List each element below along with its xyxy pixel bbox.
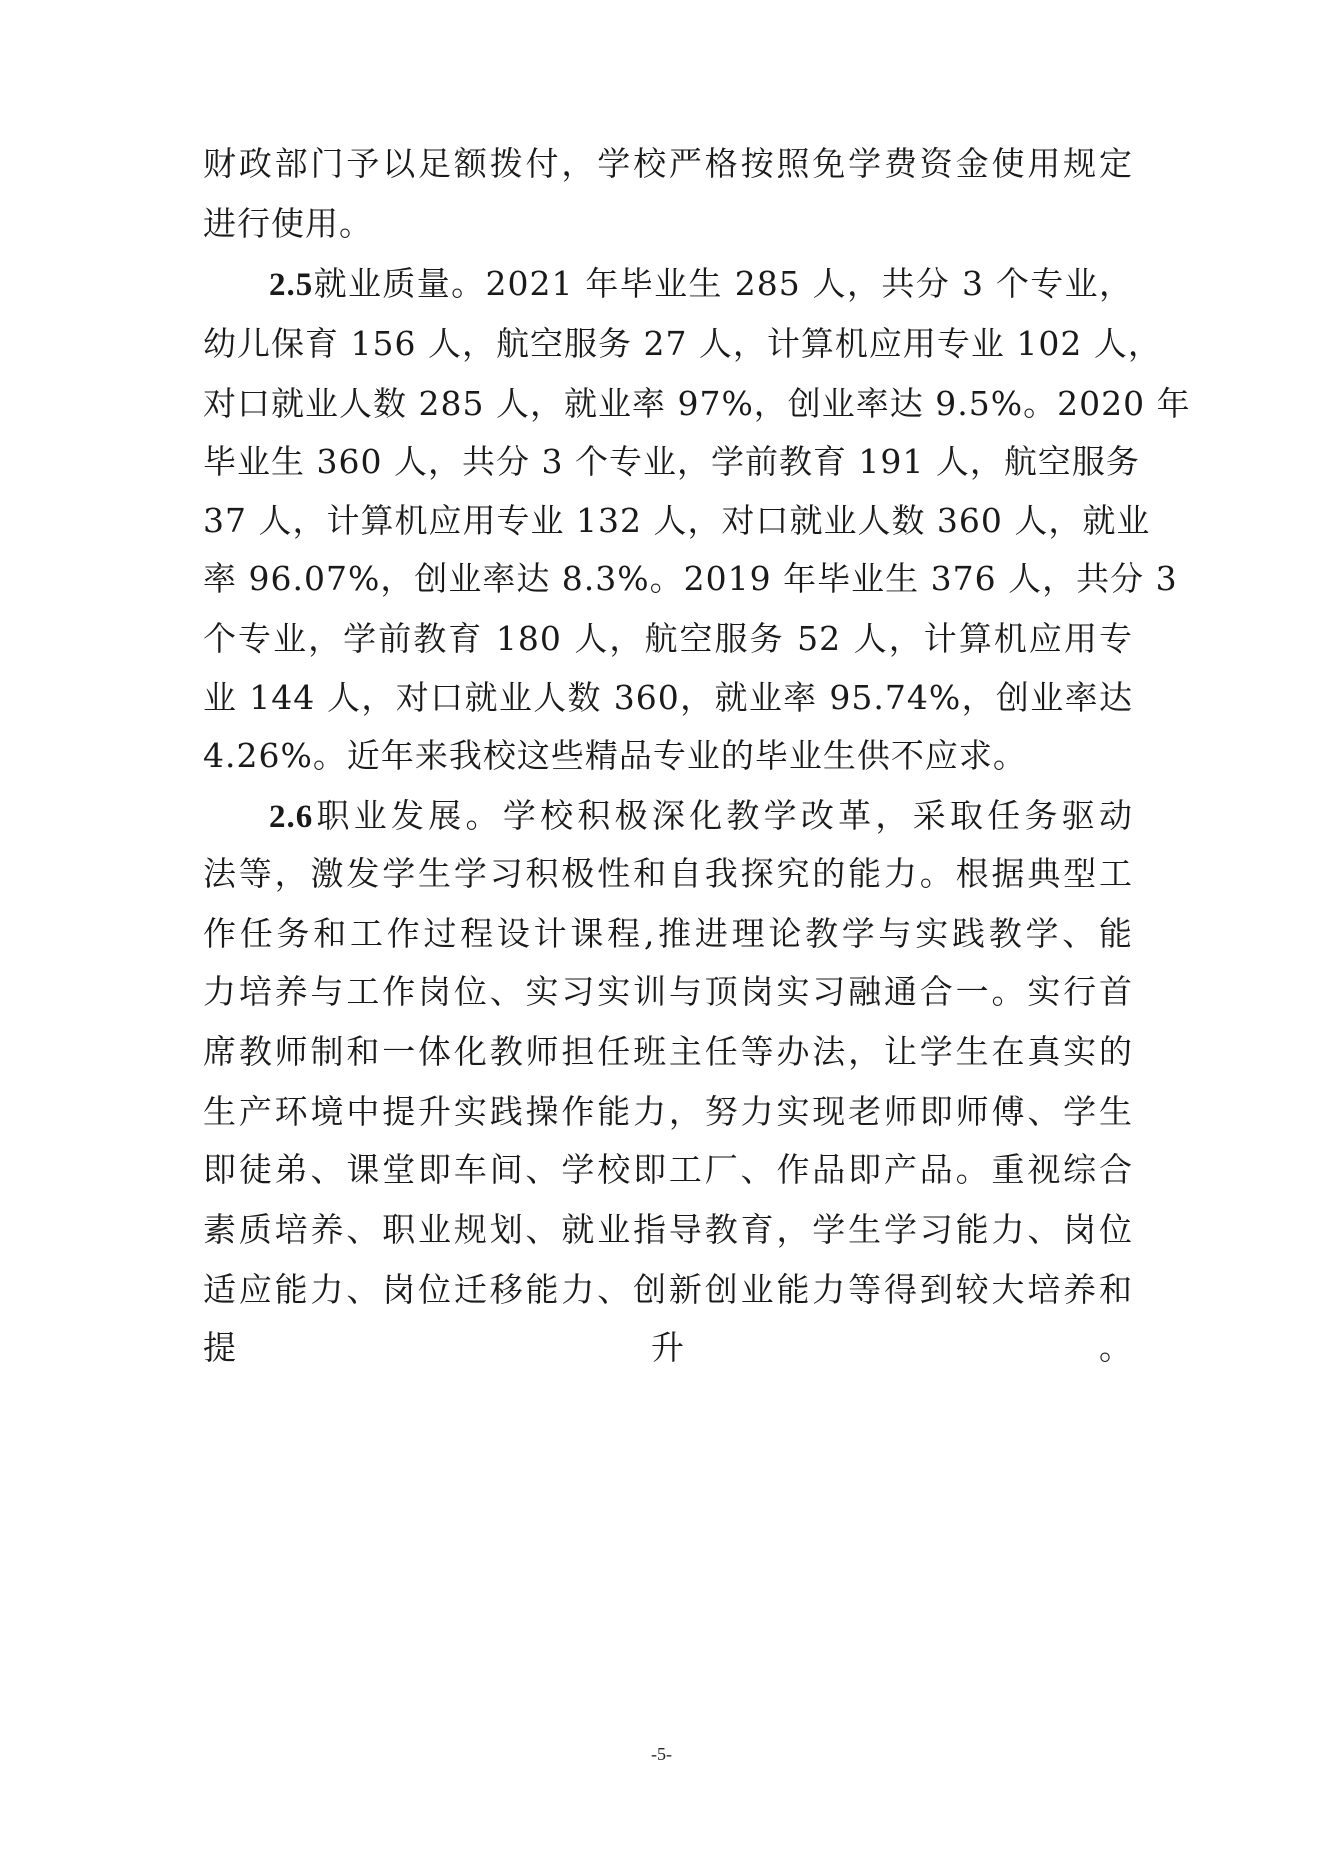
paragraph-line: 率 96.07%，创业率达 8.3%。2019 年毕业生 376 人，共分 3 bbox=[203, 559, 1178, 598]
paragraph-line: 提升。 bbox=[203, 1328, 1133, 1367]
paragraph-first-line bbox=[269, 794, 1133, 838]
paragraph-line: 生产环境中提升实践操作能力，努力实现老师即师傅、学生 bbox=[203, 1092, 1133, 1131]
paragraph-line: 幼儿保育 156 人，航空服务 27 人，计算机应用专业 102 人， bbox=[203, 324, 1162, 363]
paragraph-line: 财政部门予以足额拨付，学校严格按照免学费资金使用规定 bbox=[203, 144, 1133, 183]
paragraph-line: 毕业生 360 人，共分 3 个专业，学前教育 191 人，航空服务 bbox=[203, 442, 1140, 481]
paragraph-line: 业 144 人，对口就业人数 360，就业率 95.74%，创业率达 bbox=[203, 678, 1133, 717]
paragraph-line: 素质培养、职业规划、就业指导教育，学生学习能力、岗位 bbox=[203, 1210, 1133, 1249]
paragraph-line: 就业质量。2021 年毕业生 285 人，共分 3 个专业， bbox=[313, 264, 1133, 303]
paragraph-line: 37 人，计算机应用专业 132 人，对口就业人数 360 人，就业 bbox=[203, 501, 1151, 540]
section-number: 2.5 bbox=[269, 267, 314, 303]
paragraph-line: 即徒弟、课堂即车间、学校即工厂、作品即产品。重视综合 bbox=[203, 1150, 1133, 1189]
paragraph-line: 适应能力、岗位迁移能力、创新创业能力等得到较大培养和 bbox=[203, 1270, 1133, 1309]
paragraph-first-line bbox=[269, 262, 1133, 306]
paragraph-line: 力培养与工作岗位、实习实训与顶岗实习融通合一。实行首 bbox=[203, 972, 1133, 1011]
paragraph-line: 职业发展。学校积极深化教学改革，采取任务驱动 bbox=[313, 796, 1133, 835]
paragraph-line: 法等，激发学生学习积极性和自我探究的能力。根据典型工 bbox=[203, 854, 1133, 893]
section-number: 2.6 bbox=[269, 799, 314, 835]
paragraph-line: 个专业，学前教育 180 人，航空服务 52 人，计算机应用专 bbox=[203, 619, 1133, 658]
paragraph-line: 4.26%。近年来我校这些精品专业的毕业生供不应求。 bbox=[203, 736, 1027, 775]
page-number: -5- bbox=[651, 1744, 672, 1764]
paragraph-line: 进行使用。 bbox=[203, 204, 373, 243]
paragraph-line: 作任务和工作过程设计课程,推进理论教学与实践教学、能 bbox=[203, 914, 1133, 953]
paragraph-line: 对口就业人数 285 人，就业率 97%，创业率达 9.5%。2020 年 bbox=[203, 384, 1191, 423]
paragraph-line: 席教师制和一体化教师担任班主任等办法，让学生在真实的 bbox=[203, 1032, 1133, 1071]
